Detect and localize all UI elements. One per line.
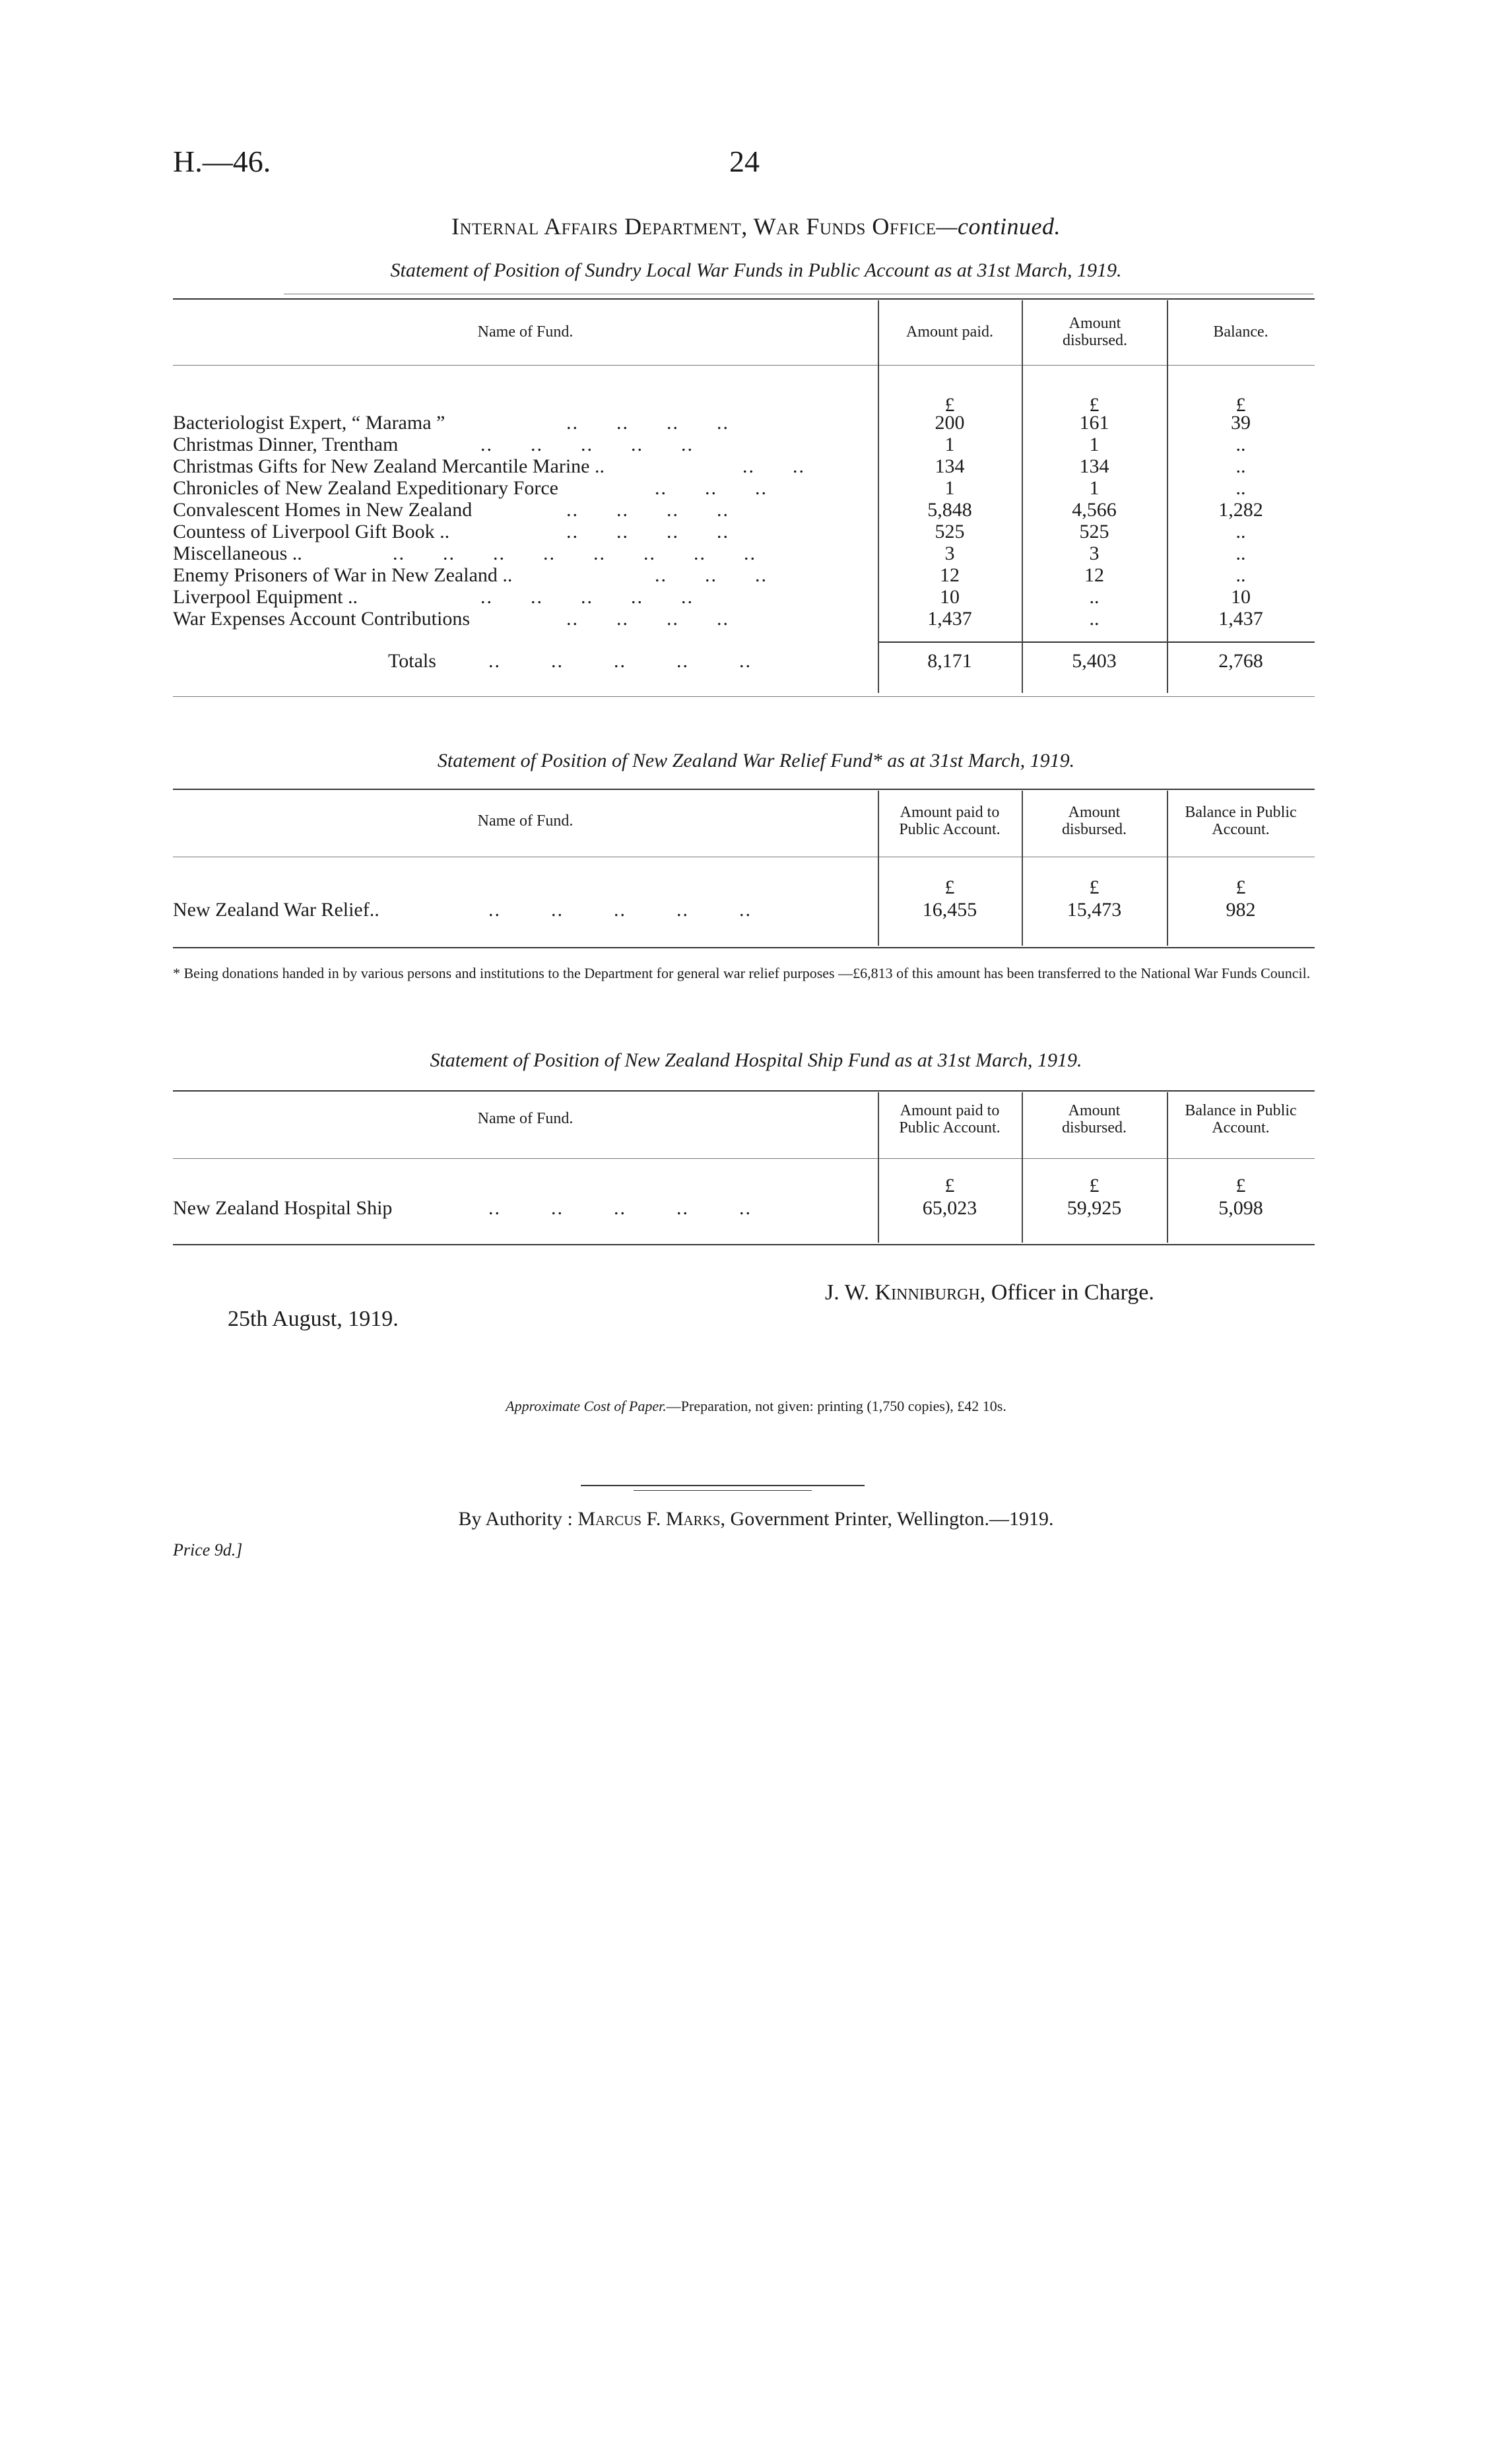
table2-header-name: Name of Fund.: [477, 812, 574, 830]
table3-header-name: Name of Fund.: [477, 1110, 574, 1127]
fund-name: Convalescent Homes in New Zealand: [173, 499, 473, 521]
total-balance: 2,768: [1218, 650, 1263, 672]
amount-paid: 12: [940, 564, 960, 586]
table2-currency-disbursed: £: [1089, 876, 1100, 898]
price: Price 9d.]: [173, 1540, 243, 1559]
table3-header-balance: Balance in Public Account.: [1185, 1102, 1297, 1136]
page-title: [0, 213, 1512, 240]
amount-paid: 10: [940, 586, 960, 608]
printer-imprint: [0, 1508, 1512, 1530]
fund-name: Countess of Liverpool Gift Book ..: [173, 521, 450, 542]
amount-paid: 1,437: [927, 608, 972, 630]
table1-currency-paid: £: [944, 394, 955, 416]
imprint-suffix: Government Printer, Wellington.—1919.: [730, 1508, 1054, 1530]
amount-disbursed: 1: [1089, 434, 1100, 455]
table2-caption: Statement of Position of New Zealand War Relief Fund* as at 31st March, 1919.: [437, 750, 1075, 771]
signer: [825, 1280, 1154, 1305]
table1-currency-balance: £: [1235, 394, 1246, 416]
amount-paid: 65,023: [922, 1197, 977, 1219]
fund-name: Bacteriologist Expert, “ Marama ”: [173, 412, 445, 434]
total-disbursed: 5,403: [1072, 650, 1117, 672]
table2-header-balance: Balance in Public Account.: [1185, 804, 1297, 838]
balance: ..: [1235, 542, 1246, 564]
amount-disbursed: 4,566: [1072, 499, 1117, 521]
table3-caption: Statement of Position of New Zealand Hospital Ship Fund as at 31st March, 1919.: [430, 1049, 1082, 1071]
page-title-main: Internal Affairs Department, War Funds Office: [451, 213, 937, 240]
table3-header-paid: Amount paid to Public Account.: [899, 1102, 1001, 1136]
balance: 39: [1231, 412, 1251, 434]
table1-header-balance: Balance.: [1213, 323, 1268, 341]
amount-disbursed: 12: [1084, 564, 1104, 586]
fund-name: Chronicles of New Zealand Expeditionary Force: [173, 477, 558, 499]
table3-currency-balance: £: [1235, 1175, 1246, 1196]
amount-paid: 200: [935, 412, 965, 434]
fund-name: Christmas Dinner, Trentham: [173, 434, 399, 455]
fund-name: Enemy Prisoners of War in New Zealand ..: [173, 564, 513, 586]
table1-header-paid: Amount paid.: [906, 323, 993, 341]
table2-header-disbursed: Amount disbursed.: [1062, 804, 1127, 838]
amount-disbursed: 15,473: [1067, 899, 1122, 921]
table1-header-name: Name of Fund.: [477, 323, 574, 341]
table3-header-disbursed: Amount disbursed.: [1062, 1102, 1127, 1136]
fund-name: New Zealand Hospital Ship: [173, 1197, 393, 1219]
amount-disbursed: 3: [1089, 542, 1100, 564]
amount-disbursed: 59,925: [1067, 1197, 1122, 1219]
table2-header-paid: Amount paid to Public Account.: [899, 804, 1001, 838]
amount-paid: 16,455: [922, 899, 977, 921]
balance: ..: [1235, 434, 1246, 455]
signer-name: J. W. Kinniburgh,: [825, 1280, 986, 1305]
signer-role: Officer in Charge.: [991, 1280, 1154, 1305]
imprint-prefix: By Authority :: [458, 1508, 573, 1530]
balance: ..: [1235, 455, 1246, 477]
balance: 5,098: [1218, 1197, 1263, 1219]
table1-header-disbursed: Amount disbursed.: [1063, 315, 1127, 349]
table2-currency-balance: £: [1235, 876, 1246, 898]
balance: ..: [1235, 564, 1246, 586]
amount-disbursed: 161: [1079, 412, 1109, 434]
table3-currency-disbursed: £: [1089, 1175, 1100, 1196]
amount-paid: 3: [944, 542, 955, 564]
balance: 1,437: [1218, 608, 1263, 630]
printer-name: Marcus F. Marks,: [577, 1508, 726, 1530]
amount-disbursed: 1: [1089, 477, 1100, 499]
page-number: 24: [729, 145, 760, 178]
fund-name: Christmas Gifts for New Zealand Mercantile Marine ..: [173, 455, 605, 477]
table1-caption: Statement of Position of Sundry Local War Funds in Public Account as at 31st March, 1919.: [390, 259, 1122, 281]
amount-disbursed: ..: [1089, 608, 1100, 630]
table2-footnote: * Being donations handed in by various persons and institutions to the Department for general war relief purposes —£6,813 of this amount has been transferred to the National War Funds Council.: [173, 965, 1311, 981]
amount-paid: 5,848: [927, 499, 972, 521]
balance: 1,282: [1218, 499, 1263, 521]
amount-disbursed: 525: [1079, 521, 1109, 542]
balance: ..: [1235, 477, 1246, 499]
totals-label: Totals: [388, 650, 436, 672]
balance: ..: [1235, 521, 1246, 542]
amount-paid: 134: [935, 455, 965, 477]
amount-paid: 1: [944, 477, 955, 499]
page-title-continued: —continued.: [936, 213, 1061, 240]
amount-paid: 1: [944, 434, 955, 455]
fund-name: Liverpool Equipment ..: [173, 586, 358, 608]
fund-name: War Expenses Account Contributions: [173, 608, 471, 630]
document-reference: H.—46.: [173, 145, 271, 178]
cost-note: [0, 1398, 1512, 1415]
balance: 982: [1226, 899, 1256, 921]
total-paid: 8,171: [927, 650, 972, 672]
amount-paid: 525: [935, 521, 965, 542]
table3-currency-paid: £: [944, 1175, 955, 1196]
fund-name: New Zealand War Relief..: [173, 899, 379, 921]
amount-disbursed: ..: [1089, 586, 1100, 608]
cost-label: Approximate Cost of Paper.: [506, 1398, 667, 1414]
cost-text: —Preparation, not given: printing (1,750 copies), £42 10s.: [666, 1398, 1006, 1414]
amount-disbursed: 134: [1079, 455, 1109, 477]
balance: 10: [1231, 586, 1251, 608]
table1-currency-disbursed: £: [1089, 394, 1100, 416]
report-date: 25th August, 1919.: [228, 1307, 399, 1331]
table2-currency-paid: £: [944, 876, 955, 898]
fund-name: Miscellaneous ..: [173, 542, 302, 564]
